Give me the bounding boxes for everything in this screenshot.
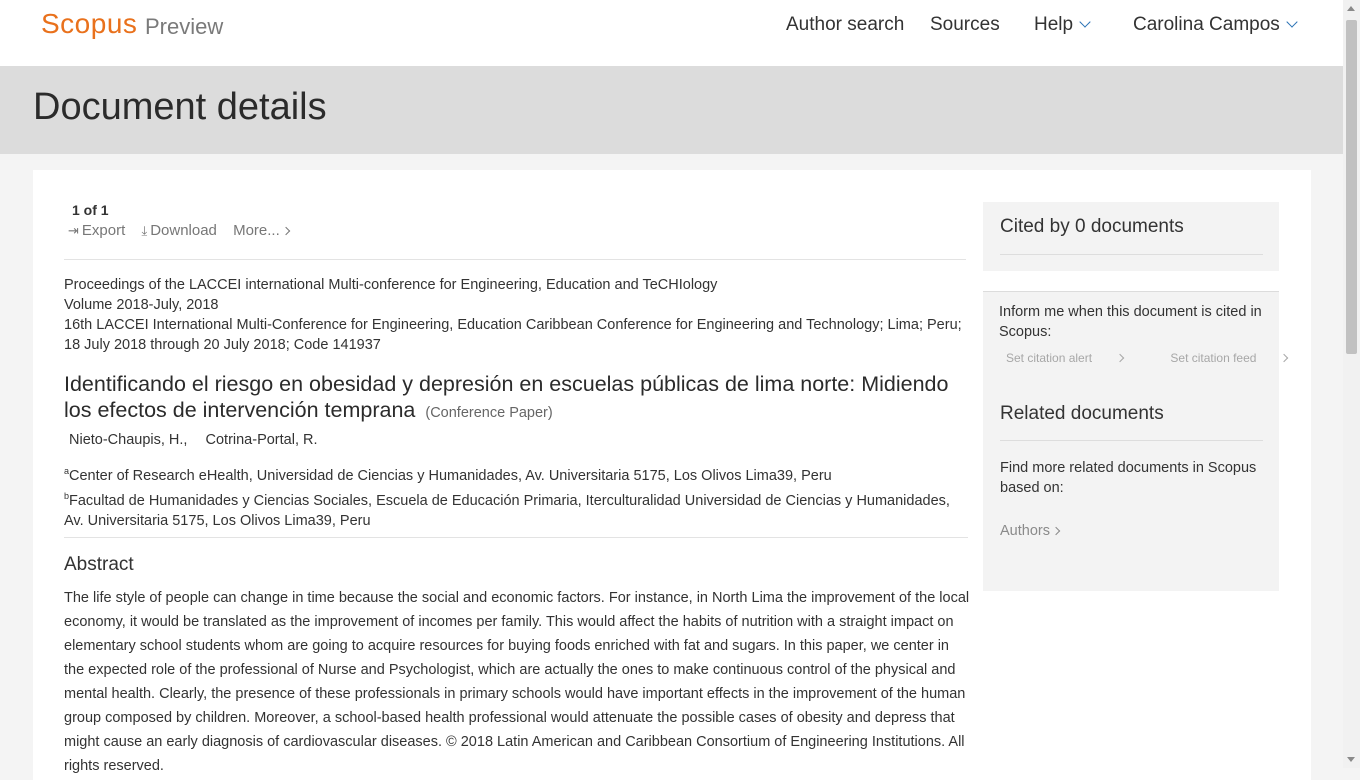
citation-alert-prompt: Inform me when this document is cited in Scopus: [999,304,1262,340]
author-search-link[interactable]: Author search [786,14,905,35]
chevron-right-icon [1280,354,1288,362]
author-list [69,432,332,448]
author-link[interactable]: Nieto-Chaupis, H., [69,432,188,448]
sources-link[interactable]: Sources [930,14,1000,35]
source-info [64,275,968,355]
related-panel [983,291,1279,591]
chevron-right-icon [1052,527,1060,535]
related-authors-label: Authors [1000,523,1050,539]
export-icon: ⇥ [68,223,79,238]
source-volume: Volume 2018-July, 2018 [64,297,219,313]
scrollbar-thumb[interactable] [1346,20,1357,354]
more-button[interactable] [233,222,289,239]
more-label: More... [233,222,280,239]
help-menu[interactable] [1034,14,1089,36]
affiliation-text: Center of Research eHealth, Universidad de Ciencias y Humanidades, Av. Universitaria 5175, Los Olivos Lima39, Peru [69,467,832,484]
related-documents-heading: Related documents [1000,403,1164,424]
document-type: (Conference Paper) [425,405,553,421]
user-name: Carolina Campos [1133,14,1280,35]
set-citation-feed-label: Set citation feed [1170,351,1257,365]
citation-links [1006,351,1331,365]
author-link[interactable]: Cotrina-Portal, R. [205,432,318,448]
export-button[interactable] [68,222,125,239]
scroll-down-arrow-icon[interactable] [1347,757,1355,762]
divider [1000,254,1263,255]
find-more-text: Find more related documents in Scopus based on: [1000,460,1257,496]
page-title: Document details [33,86,327,128]
chevron-right-icon [1116,354,1124,362]
set-citation-feed-link[interactable] [1170,351,1309,365]
abstract-heading: Abstract [64,554,134,575]
affiliation-item [64,461,968,486]
divider [64,259,966,260]
document-toolbar [68,222,301,239]
abstract-text: The life style of people can change in time because the social and economic factors. For instance, in North Lima the improvement of the local economy, it would be translated as the improvement of incomes per family. This would affect the habits of nutrition with a straight impact on elementary school students whom are going to acquire resources for buying foods enriched with fat and sugars. In this paper, we center in the expected role of the professional of Nurse and Psychologist, which are actually the ones to make continuous control of the physical and mental health. Clearly, the presence of these professionals in primary schools would have important effects in the improvement of the human group composed by children. Moreover, a school-based health professional would attenuate the possible cases of obesity and depress that might cause an early diagnosis of cardiovascular diseases. © 2018 Latin American and Caribbean Consortium of Engineering Institutions. All rights reserved. [64,590,970,774]
affiliation-list [64,461,968,531]
document-title [64,371,968,426]
scopus-logo[interactable]: Scopus [41,8,138,39]
download-icon: ⤓ [141,223,148,238]
document-title-text: Identificando el riesgo en obesidad y depresión en escuelas públicas de lima norte: Midiendo los efectos de intervención temprana [64,372,949,422]
export-label: Export [81,222,126,239]
help-label: Help [1034,14,1074,35]
divider [64,537,968,538]
result-counter: 1 of 1 [72,202,109,218]
divider [1000,440,1263,441]
download-button[interactable] [141,222,216,239]
conference-info: 16th LACCEI International Multi-Conference for Engineering, Education Caribbean Conference for Engineering and Technology; Lima; Peru; 18 July 2018 through 20 July 2018; Code 141937 [64,317,962,353]
related-authors-link[interactable] [1000,523,1059,539]
set-citation-alert-link[interactable] [1006,351,1145,365]
affiliation-text: Facultad de Humanidades y Ciencias Sociales, Escuela de Educación Primaria, Iterculturalidad Universidad de Ciencias y Humanidades, Av. Universitaria 5175, Los Olivos Lima39, Peru [64,492,950,529]
download-label: Download [150,222,217,239]
preview-label: Preview [145,14,224,39]
title-band [0,66,1343,154]
user-menu[interactable] [1133,14,1296,36]
affiliation-item [64,486,968,531]
affiliation-mark: b [64,490,70,501]
set-citation-alert-label: Set citation alert [1006,351,1093,365]
document-card [33,170,1311,780]
source-title-link[interactable]: Proceedings of the LACCEI international Multi-conference for Engineering, Education and TeCHIology [64,277,718,293]
chevron-right-icon [282,227,290,235]
top-navigation-bar [0,0,1343,66]
cited-by-panel [983,202,1279,271]
chevron-down-icon [1079,16,1090,27]
page-scrollbar[interactable] [1343,0,1360,768]
chevron-down-icon [1286,16,1297,27]
cited-by-heading: Cited by 0 documents [1000,216,1184,237]
scroll-up-arrow-icon[interactable] [1347,6,1355,11]
affiliation-mark: a [64,466,70,476]
